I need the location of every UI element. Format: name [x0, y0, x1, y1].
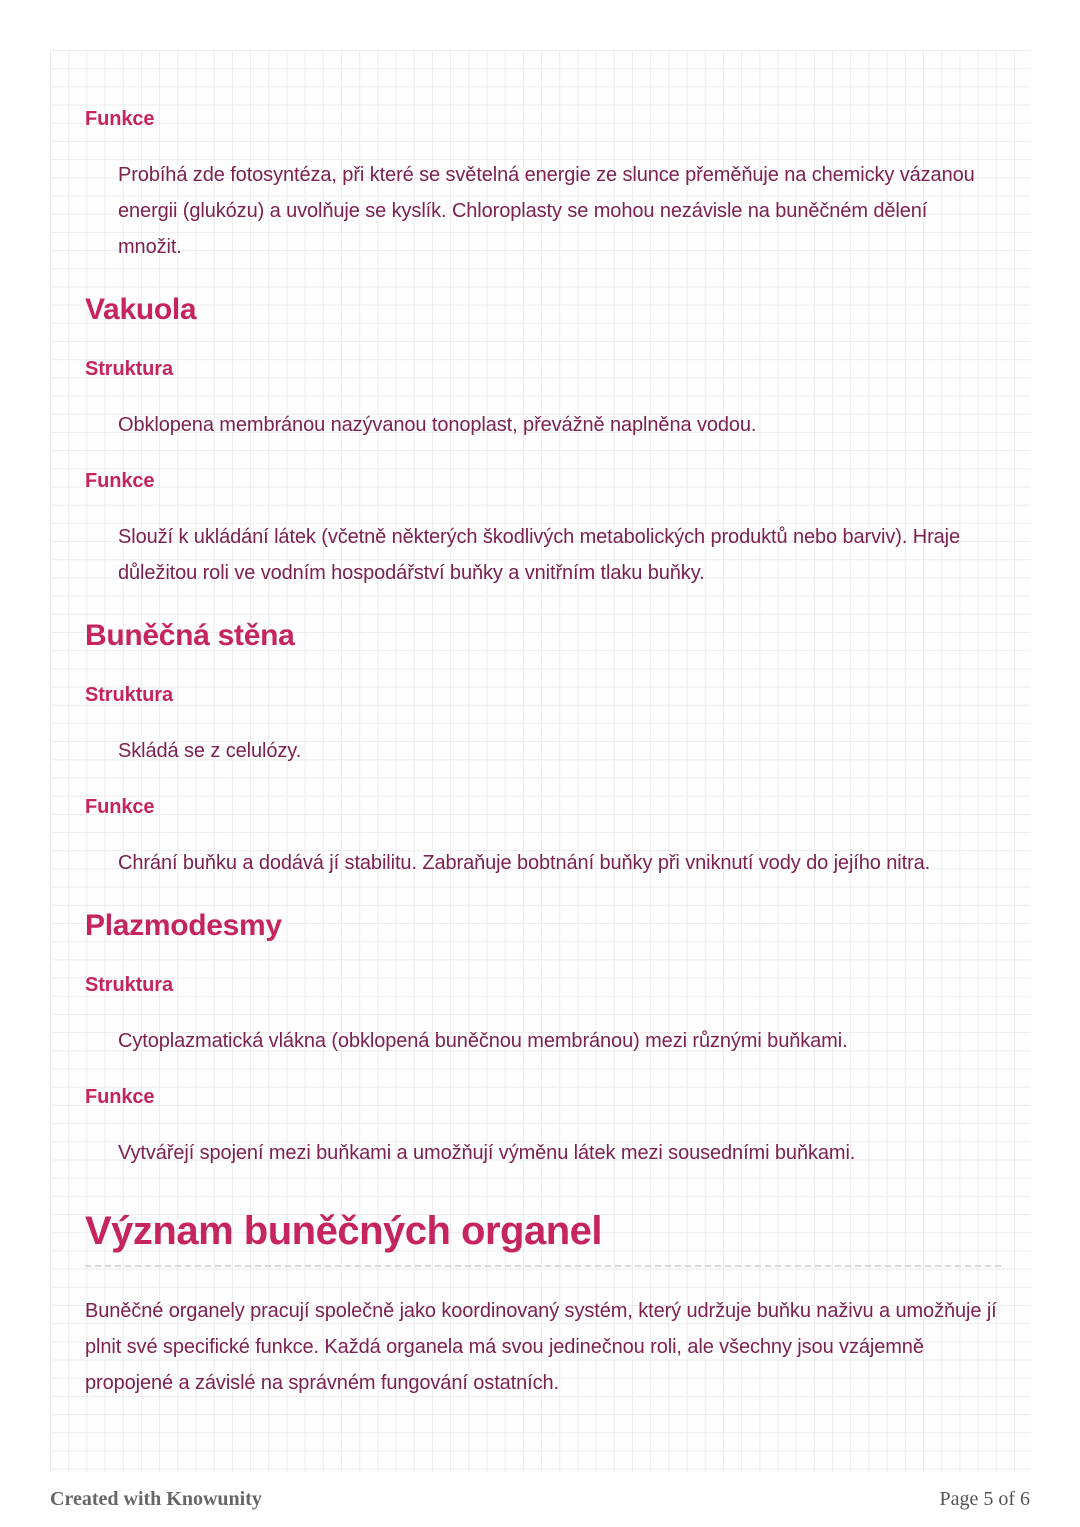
subsection-heading-funkce: Funkce	[85, 1086, 155, 1108]
subsection-heading-funkce: Funkce	[85, 796, 155, 818]
section-heading-plazmodesmy: Plazmodesmy	[85, 909, 282, 942]
page-footer	[50, 1488, 1030, 1511]
body-paragraph: Chrání buňku a dodává jí stabilitu. Zabraňuje bobtnání buňky při vniknutí vody do jejího nitra.	[118, 852, 931, 874]
body-paragraph: Obklopena membránou nazývanou tonoplast, převážně naplněna vodou.	[118, 414, 757, 436]
subsection-heading-struktura: Struktura	[85, 358, 174, 380]
body-paragraph: Skládá se z celulózy.	[118, 740, 302, 762]
section-heading-vakuola: Vakuola	[85, 293, 197, 326]
body-paragraph: Probíhá zde fotosyntéza, při které se světelná energie ze slunce přeměňuje na chemicky vázanou energii (glukózu) a uvolňuje se kyslík. Chloroplasty se mohou nezávisle na buněčném dělení množit.	[118, 164, 975, 258]
subsection-heading-funkce: Funkce	[85, 108, 155, 130]
footer-page-number: Page 5 of 6	[939, 1488, 1030, 1510]
subsection-heading-struktura: Struktura	[85, 684, 174, 706]
subsection-heading-struktura: Struktura	[85, 974, 174, 996]
page-title-vyznam-bunecnych-organel: Význam buněčných organel	[85, 1209, 603, 1253]
notebook-grid-page	[50, 50, 1031, 1472]
lead-paragraph: Buněčné organely pracují společně jako koordinovaný systém, který udržuje buňku naživu a umožňuje jí plnit své specifické funkce. Každá organela má svou jedinečnou roli, ale všechny jsou vzájemně propojené a závislé na správném fungování ostatních.	[85, 1300, 997, 1394]
body-paragraph: Cytoplazmatická vlákna (obklopená buněčnou membránou) mezi různými buňkami.	[118, 1030, 848, 1052]
dashed-divider	[85, 1265, 1001, 1267]
section-heading-bunecna-stena: Buněčná stěna	[85, 619, 295, 652]
body-paragraph: Vytvářejí spojení mezi buňkami a umožňují výměnu látek mezi sousedními buňkami.	[118, 1142, 856, 1164]
subsection-heading-funkce: Funkce	[85, 470, 155, 492]
footer-branding: Created with Knowunity	[50, 1488, 262, 1510]
body-paragraph: Slouží k ukládání látek (včetně některých škodlivých metabolických produktů nebo barviv). Hraje důležitou roli ve vodním hospodářství buňky a vnitřním tlaku buňky.	[118, 526, 961, 584]
document-content	[50, 50, 1031, 1401]
